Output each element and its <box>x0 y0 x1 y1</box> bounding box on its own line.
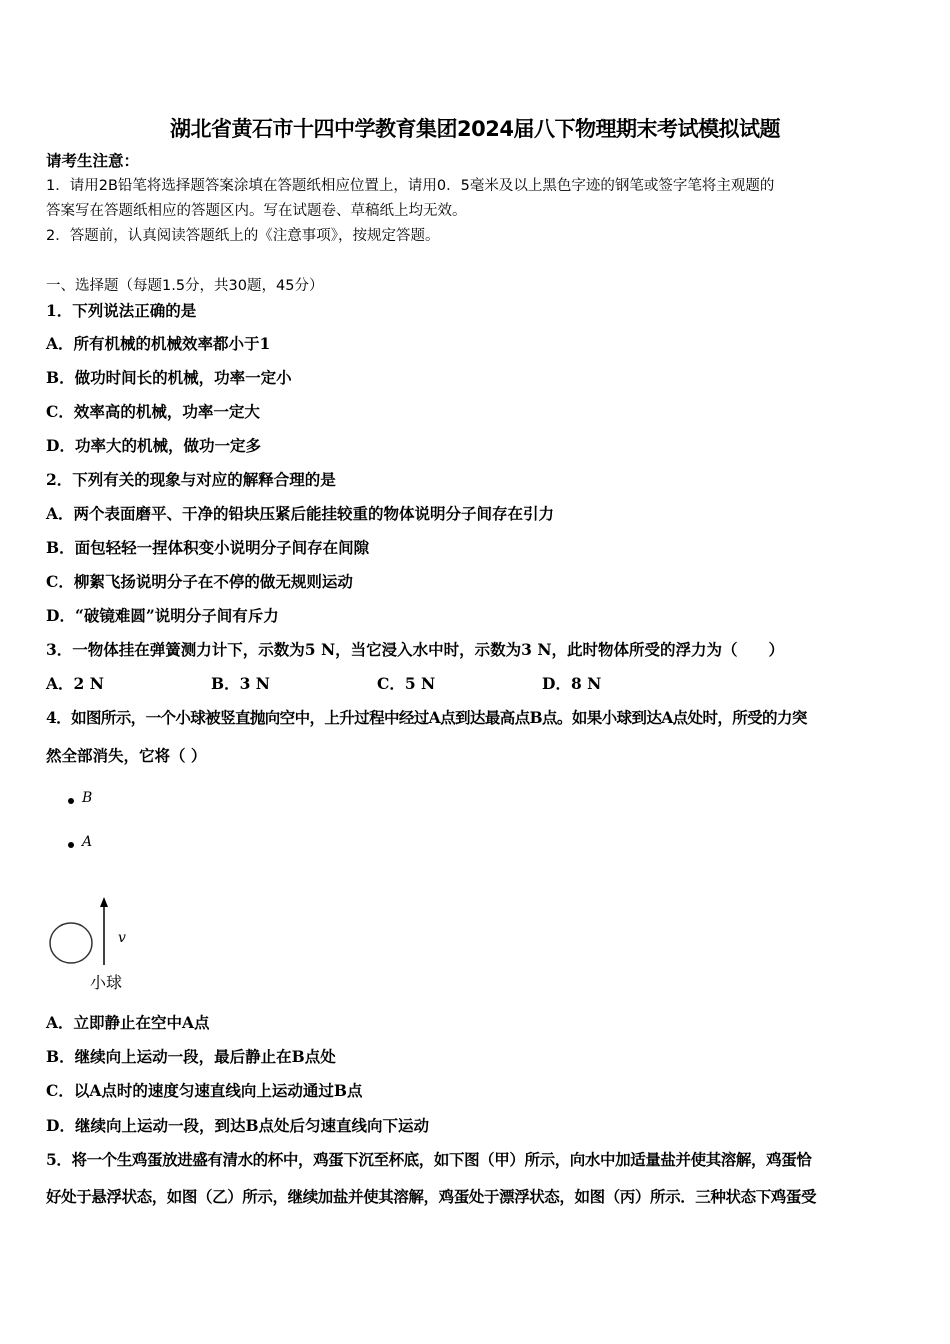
point-b-label: B <box>82 790 93 806</box>
point-b-dot <box>68 798 74 804</box>
ball-and-velocity-arrow <box>44 895 114 975</box>
question-4-option: A．立即静止在空中A点 <box>46 1013 210 1032</box>
question-1-option: B．做功时间长的机械，功率一定小 <box>46 368 292 387</box>
question-4-option: B．继续向上运动一段，最后静止在B点处 <box>46 1047 336 1066</box>
velocity-label: v <box>118 930 126 946</box>
question-3-stem: 3．一物体挂在弹簧测力计下，示数为5 N，当它浸入水中时，示数为3 N，此时物体所受的浮力为（ ） <box>46 640 784 659</box>
question-1-option: A．所有机械的机械效率都小于1 <box>46 334 271 353</box>
arrow-head-icon <box>100 897 108 907</box>
notice-line: 2．答题前，认真阅读答题纸上的《注意事项》，按规定答题。 <box>46 228 440 244</box>
question-4-option: D．继续向上运动一段，到达B点处后匀速直线向下运动 <box>46 1116 430 1135</box>
question-5-stem-continued: 好处于悬浮状态，如图（乙）所示，继续加盐并使其溶解，鸡蛋处于漂浮状态，如图（丙）所示．三种状态下鸡蛋受 <box>46 1187 817 1206</box>
question-1-stem: 1．下列说法正确的是 <box>46 301 197 320</box>
point-a-label: A <box>82 834 93 850</box>
question-2-option: A．两个表面磨平、干净的铅块压紧后能挂较重的物体说明分子间存在引力 <box>46 504 555 523</box>
question-1-option: C．效率高的机械，功率一定大 <box>46 402 260 421</box>
section-heading: 一、选择题（每题1.5分，共30题，45分） <box>46 278 324 294</box>
question-3-option: B．3 N <box>211 674 270 693</box>
question-4-stem: 4．如图所示，一个小球被竖直抛向空中，上升过程中经过A点到达最高点B点。如果小球到达A点处时，所受的力突 <box>46 708 807 727</box>
notice-line: 答案写在答题纸相应的答题区内。写在试题卷、草稿纸上均无效。 <box>46 203 467 219</box>
notice-heading: 请考生注意： <box>46 151 140 170</box>
point-a-dot <box>68 842 74 848</box>
question-4-option: C．以A点时的速度匀速直线向上运动通过B点 <box>46 1081 363 1100</box>
ball-circle <box>50 923 92 963</box>
question-3-option: C．5 N <box>377 674 436 693</box>
question-1-option: D．功率大的机械，做功一定多 <box>46 436 261 455</box>
ball-label: 小球 <box>90 973 123 992</box>
question-5-stem: 5．将一个生鸡蛋放进盛有清水的杯中，鸡蛋下沉至杯底，如下图（甲）所示，向水中加适量盐并使其溶解，鸡蛋恰 <box>46 1150 812 1169</box>
question-3-option: D．8 N <box>542 674 602 693</box>
question-2-stem: 2．下列有关的现象与对应的解释合理的是 <box>46 470 336 489</box>
page-title: 湖北省黄石市十四中学教育集团2024届八下物理期末考试模拟试题 <box>170 117 780 141</box>
question-2-option: C．柳絮飞扬说明分子在不停的做无规则运动 <box>46 572 353 591</box>
notice-line: 1．请用2B铅笔将选择题答案涂填在答题纸相应位置上，请用0．5毫米及以上黑色字迹的钢笔或签字笔将主观题的 <box>46 178 775 194</box>
question-3-option: A．2 N <box>46 674 104 693</box>
question-2-option: B．面包轻轻一捏体积变小说明分子间存在间隙 <box>46 538 370 557</box>
question-4-stem-continued: 然全部消失，它将（ ） <box>46 746 207 765</box>
question-2-option: D．“破镜难圆”说明分子间有斥力 <box>46 606 279 625</box>
